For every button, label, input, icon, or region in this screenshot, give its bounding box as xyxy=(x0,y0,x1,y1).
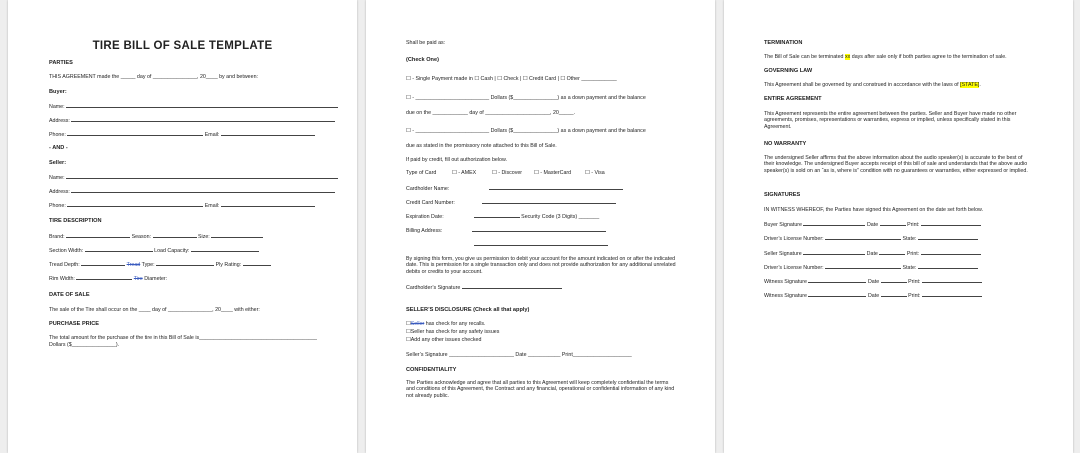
witness-signature-row-2[interactable] xyxy=(764,292,982,299)
seller-signature-line[interactable]: Seller’s Signature ______________________ Date ___________ Print____________________ xyxy=(406,352,632,358)
paid-as: Shall be paid as: xyxy=(406,40,446,46)
purchase-price-text: The total amount for the purchase of the tire in this Bill of Sale is________________________________________ xyxy=(49,335,317,341)
entire-agreement-heading: ENTIRE AGREEMENT xyxy=(764,96,822,102)
print-label: Print: xyxy=(908,279,921,285)
buyer-signature-row[interactable] xyxy=(764,221,981,228)
seller-heading: Seller: xyxy=(49,160,67,166)
buyer-phone-label: Phone: xyxy=(49,132,66,138)
date-label: Date xyxy=(866,222,879,228)
termination-heading: TERMINATION xyxy=(764,40,803,46)
dollars-text: Dollars ($_______________). xyxy=(49,342,120,348)
seller-signature-label: Seller Signature xyxy=(764,251,802,257)
no-warranty-heading: NO WARRANTY xyxy=(764,141,807,147)
page-2 xyxy=(366,0,715,453)
tire-description-heading: TIRE DESCRIPTION xyxy=(49,218,102,224)
disclosure-recalls[interactable]: ☐Seller has check for any recalls. xyxy=(406,321,486,327)
page-1 xyxy=(8,0,357,453)
buyer-name-label: Name: xyxy=(49,104,65,110)
tire-strike: Tire xyxy=(133,276,143,282)
brand-season-size-row[interactable] xyxy=(49,233,263,240)
witness-signature-row-1[interactable] xyxy=(764,278,982,285)
governing-text-a: This Agreement shall be governed by and construed in accordance with the laws of xyxy=(764,82,961,88)
rim-diameter-row[interactable] xyxy=(49,275,167,282)
no-warranty-text: The undersigned Seller affirms that the above information about the audio speaker(s) is accurate to the best of their knowledge. The undersigned Buyer accepts receipt of this bill of sale and understands that the above audio speaker(s) is sold on an “as is, where is” condition with no guarantees or warranties, either expressed or implied. xyxy=(764,155,1028,174)
signing-permission-text: By signing this form, you give us permission to debit your account for the amount indicated on or after the indicated date. This is permission for a single transaction only and does not provide authorization for any additional unrelated debits or credits to your account. xyxy=(406,256,676,275)
seller-phone-field[interactable] xyxy=(49,202,315,209)
seller-license-row[interactable] xyxy=(764,264,978,271)
governing-text-b: . xyxy=(979,82,981,88)
entire-agreement-text: This Agreement represents the entire agreement between the parties. Seller and Buyer have made no other agreements, promises, representations or warranties, express or implied, unless specifically stated in this Agreement. xyxy=(764,111,1017,130)
parties-heading: PARTIES xyxy=(49,60,73,66)
seller-phone-label: Phone: xyxy=(49,203,66,209)
rim-width-label: Rim Width: xyxy=(49,276,75,282)
cardholder-name-label: Cardholder Name: xyxy=(406,186,450,192)
buyer-license-label: Driver’s License Number: xyxy=(764,236,824,242)
print-label: Print: xyxy=(908,293,921,299)
seller-signature-row[interactable] xyxy=(764,250,981,257)
date-label: Date xyxy=(866,251,878,257)
witness-signature-label: Witness Signature xyxy=(764,279,807,285)
expiration-field[interactable] xyxy=(406,213,599,220)
signatures-heading: SIGNATURES xyxy=(764,192,801,198)
buyer-address-label: Address: xyxy=(49,118,70,124)
state-label: State: xyxy=(902,265,917,271)
if-paid-credit: If paid by credit, fill out authorization below. xyxy=(406,157,507,163)
state-highlight: [STATE] xyxy=(960,82,980,88)
date-label: Date xyxy=(867,293,880,299)
witness-signature-label: Witness Signature xyxy=(764,293,807,299)
buyer-phone-field[interactable] xyxy=(49,131,315,138)
card-amex-option[interactable]: ☐ - AMEX xyxy=(452,170,477,176)
page-title: TIRE BILL OF SALE TEMPLATE xyxy=(92,40,273,52)
size-label: Size: xyxy=(197,234,210,240)
seller-email-label: Email: xyxy=(204,203,220,209)
date-of-sale-heading: DATE OF SALE xyxy=(49,292,90,298)
buyer-signature-label: Buyer Signature xyxy=(764,222,802,228)
sellers-disclosure-heading: SELLER’S DISCLOSURE (Check all that apply) xyxy=(406,307,530,313)
print-label: Print: xyxy=(907,222,920,228)
seller-strike: Seller xyxy=(410,321,425,327)
disclosure-safety[interactable]: ☐Seller has check for any safety issues xyxy=(406,329,500,335)
load-capacity-label: Load Capacity: xyxy=(154,248,190,254)
season-label: Season: xyxy=(131,234,152,240)
state-label: State: xyxy=(902,236,917,242)
card-mastercard-option[interactable]: ☐ - MasterCard xyxy=(534,170,572,176)
billing-address-label: Billing Address: xyxy=(406,228,443,234)
down-payment-option-2[interactable]: ☐ - _________________________ Dollars ($_______________) as a down payment and the balance xyxy=(406,128,646,134)
confidentiality-heading: CONFIDENTIALITY xyxy=(406,367,457,373)
termination-text-a: The Bill of Sale can be terminated xyxy=(764,54,845,60)
expiration-date-label: Expiration Date: xyxy=(406,214,444,220)
credit-card-number-label: Credit Card Number: xyxy=(406,200,455,206)
credit-card-number-field[interactable] xyxy=(406,199,616,206)
page-3 xyxy=(724,0,1073,453)
cardholder-name-field[interactable] xyxy=(406,185,623,192)
promissory-line: due as stated in the promissory note attached to this Bill of Sale. xyxy=(406,143,557,149)
and-separator: - AND - xyxy=(49,145,68,151)
section-load-row[interactable] xyxy=(49,247,259,254)
seller-license-label: Driver’s License Number: xyxy=(764,265,824,271)
card-visa-option[interactable]: ☐ - Visa xyxy=(585,170,605,176)
termination-days-highlight: xx xyxy=(844,54,851,60)
termination-text-b: days after sale only if both parties agree to the termination of sale. xyxy=(850,54,1007,60)
check-one: (Check One) xyxy=(406,57,439,63)
tire-diameter-label: Diameter: xyxy=(144,276,168,282)
buyer-name-field[interactable] xyxy=(49,103,338,110)
buyer-license-row[interactable] xyxy=(764,235,978,242)
brand-label: Brand: xyxy=(49,234,65,240)
date-label: Date xyxy=(867,279,880,285)
date-of-sale-text: The sale of the Tire shall occur on the ____ day of _______________, 20____ with either: xyxy=(49,307,260,313)
due-on-line: due on the ____________ day of ______________________, 20_____. xyxy=(406,110,576,116)
tread-depth-label: Tread Depth: xyxy=(49,262,80,268)
buyer-address-field[interactable] xyxy=(49,117,335,124)
ply-rating-label: Ply Rating: xyxy=(215,262,242,268)
tread-strike: Tread xyxy=(126,262,141,268)
confidentiality-text: The Parties acknowledge and agree that all parties to this Agreement will keep completely confidential the terms and conditions of this Agreement, the Contract and any financial, operational or confidential information of any kind not already public. xyxy=(406,380,675,399)
print-label: Print: xyxy=(906,251,920,257)
single-payment-option[interactable]: ☐ - Single Payment made in ☐ Cash | ☐ Check | ☐ Credit Card | ☐ Other ____________ xyxy=(406,76,617,82)
governing-law-heading: GOVERNING LAW xyxy=(764,68,813,74)
tread-ply-row[interactable] xyxy=(49,261,271,268)
termination-text xyxy=(764,54,1007,60)
security-code-label: Security Code (3 Digits) _______ xyxy=(521,214,600,220)
type-of-card-label: Type of Card xyxy=(406,170,437,176)
seller-name-field[interactable] xyxy=(49,174,338,181)
disclosure-recalls-text: has check for any recalls. xyxy=(424,321,486,327)
agreement-line: THIS AGREEMENT made the _____ day of _______________, 20____ by and between: xyxy=(49,74,258,80)
buyer-heading: Buyer: xyxy=(49,89,67,95)
purchase-price-heading: PURCHASE PRICE xyxy=(49,321,100,327)
buyer-email-label: Email: xyxy=(204,132,220,138)
down-payment-option-1[interactable]: ☐ - _________________________ Dollars ($_______________) as a down payment and the balance xyxy=(406,95,646,101)
seller-address-label: Address: xyxy=(49,189,70,195)
witness-whereof-text: IN WITNESS WHEREOF, the Parties have signed this Agreement on the date set forth below. xyxy=(764,207,984,213)
disclosure-other[interactable]: ☐Add any other issues checked xyxy=(406,337,482,343)
billing-address-line-2[interactable] xyxy=(474,241,608,248)
card-discover-option[interactable]: ☐ - Discover xyxy=(492,170,523,176)
section-width-label: Section Width: xyxy=(49,248,84,254)
seller-address-field[interactable] xyxy=(49,188,335,195)
tread-type-label: Type: xyxy=(141,262,155,268)
seller-name-label: Name: xyxy=(49,175,65,181)
cardholder-signature-label: Cardholder’s Signature xyxy=(406,285,461,291)
cardholder-signature-field[interactable] xyxy=(406,284,562,291)
governing-law-text xyxy=(764,82,981,88)
billing-address-field[interactable] xyxy=(406,227,606,234)
